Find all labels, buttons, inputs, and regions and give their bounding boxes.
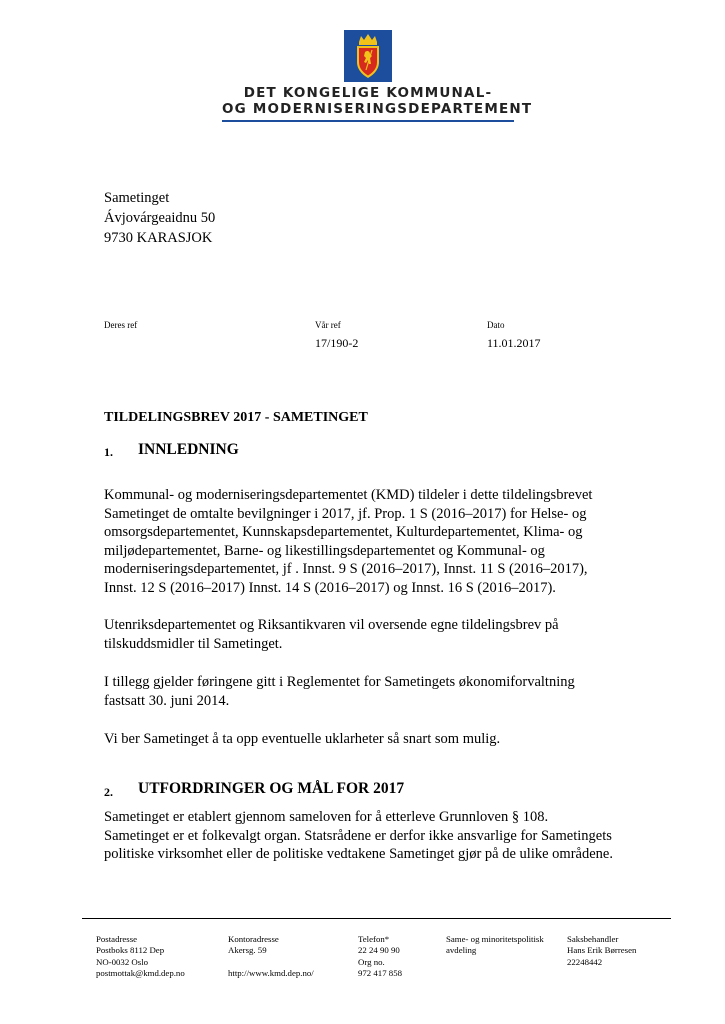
- var-ref-label: Vår ref: [315, 320, 341, 330]
- text-line: Sametinget er etablert gjennom sameloven for å etterleve Grunnloven § 108.: [104, 809, 549, 825]
- text-line: omsorgsdepartementet, Kunnskapsdepartementet, Kulturdepartementet, Klima- og: [104, 524, 583, 540]
- footer-label: Kontoradresse: [228, 934, 279, 944]
- text-line: Utenriksdepartementet og Riksantikvaren vil oversende egne tildelingsbrev på: [104, 617, 559, 633]
- footer-label: Telefon*: [358, 934, 390, 944]
- logo-underline: [222, 120, 514, 122]
- footer-text: Org no.: [358, 956, 385, 967]
- footer-kontoradresse: [228, 934, 314, 979]
- footer-telefon: [358, 934, 402, 979]
- text-line: miljødepartementet, Barne- og likestillingsdepartementet og Kommunal- og: [104, 542, 545, 559]
- section-1-paragraph-3: [104, 673, 664, 710]
- recipient-street: Ávjovárgeaidnu 50: [104, 210, 216, 226]
- footer-text: [228, 957, 314, 968]
- section-1-paragraph-1: [104, 486, 664, 597]
- footer-text: Hans Erik Børresen: [567, 945, 637, 956]
- section-2-number: 2.: [104, 785, 113, 799]
- text-line: I tillegg gjelder føringene gitt i Reglementet for Sametingets økonomiforvaltning: [104, 674, 575, 690]
- footer-text: Same- og minoritetspolitisk: [446, 934, 544, 944]
- footer-divider: [82, 918, 671, 919]
- text-line: tilskuddsmidler til Sametinget.: [104, 635, 283, 652]
- text-line: fastsatt 30. juni 2014.: [104, 692, 230, 709]
- text-line: moderniseringsdepartementet, jf . Innst. 9 S (2016–2017), Innst. 11 S (2016–2017),: [104, 561, 588, 577]
- footer-avdeling: [446, 934, 544, 957]
- recipient-address: [104, 188, 215, 248]
- department-name-line-1: DET KONGELIGE KOMMUNAL-: [243, 85, 493, 101]
- footer-label: Postadresse: [96, 934, 138, 944]
- footer-text: Postboks 8112 Dep: [96, 945, 165, 956]
- section-2-heading: UTFORDRINGER OG MÅL FOR 2017: [138, 780, 405, 797]
- dato-label: Dato: [487, 320, 505, 330]
- footer-postadresse: [96, 934, 185, 979]
- recipient-name: Sametinget: [104, 190, 170, 206]
- text-line: Kommunal- og moderniseringsdepartementet (KMD) tildeler i dette tildelingsbrevet: [104, 487, 593, 503]
- footer-email: postmottak@kmd.dep.no: [96, 967, 185, 978]
- norwegian-royal-crest-icon: [344, 30, 392, 82]
- section-1-number: 1.: [104, 445, 113, 459]
- section-1-heading: INNLEDNING: [138, 441, 239, 458]
- var-ref-value: 17/190-2: [315, 336, 359, 350]
- section-1-paragraph-4: [104, 730, 664, 749]
- footer-saksbehandler: [567, 934, 636, 968]
- footer-text: 972 417 858: [358, 967, 402, 978]
- department-logo: [222, 30, 533, 122]
- footer-text: Akersg. 59: [228, 945, 267, 956]
- deres-ref-label: Deres ref: [104, 320, 138, 330]
- text-line: Vi ber Sametinget å ta opp eventuelle uklarheter så snart som mulig.: [104, 731, 501, 747]
- section-1-paragraph-2: [104, 616, 664, 653]
- footer-website: http://www.kmd.dep.no/: [228, 967, 314, 978]
- recipient-city: 9730 KARASJOK: [104, 230, 213, 246]
- department-name-line-2: OG MODERNISERINGSDEPARTEMENT: [222, 101, 533, 117]
- section-2-paragraph-1: [104, 808, 664, 864]
- dato-value: 11.01.2017: [487, 336, 541, 350]
- text-line: Sametinget er et folkevalgt organ. Statsrådene er derfor ikke ansvarlige for Sametingets: [104, 827, 612, 844]
- document-title: TILDELINGSBREV 2017 - SAMETINGET: [104, 410, 368, 425]
- footer-text: 22 24 90 90: [358, 945, 400, 956]
- text-line: politiske virksomhet eller de politiske vedtakene Sametinget gjør på de ulike områdene.: [104, 846, 613, 862]
- text-line: Innst. 12 S (2016–2017) Innst. 14 S (2016–2017) og Innst. 16 S (2016–2017).: [104, 579, 556, 596]
- footer-text: NO-0032 Oslo: [96, 956, 149, 967]
- footer-text: avdeling: [446, 945, 477, 956]
- footer-text: 22248442: [567, 956, 603, 967]
- footer-label: Saksbehandler: [567, 934, 619, 944]
- text-line: Sametinget de omtalte bevilgninger i 2017, jf. Prop. 1 S (2016–2017) for Helse- og: [104, 505, 587, 522]
